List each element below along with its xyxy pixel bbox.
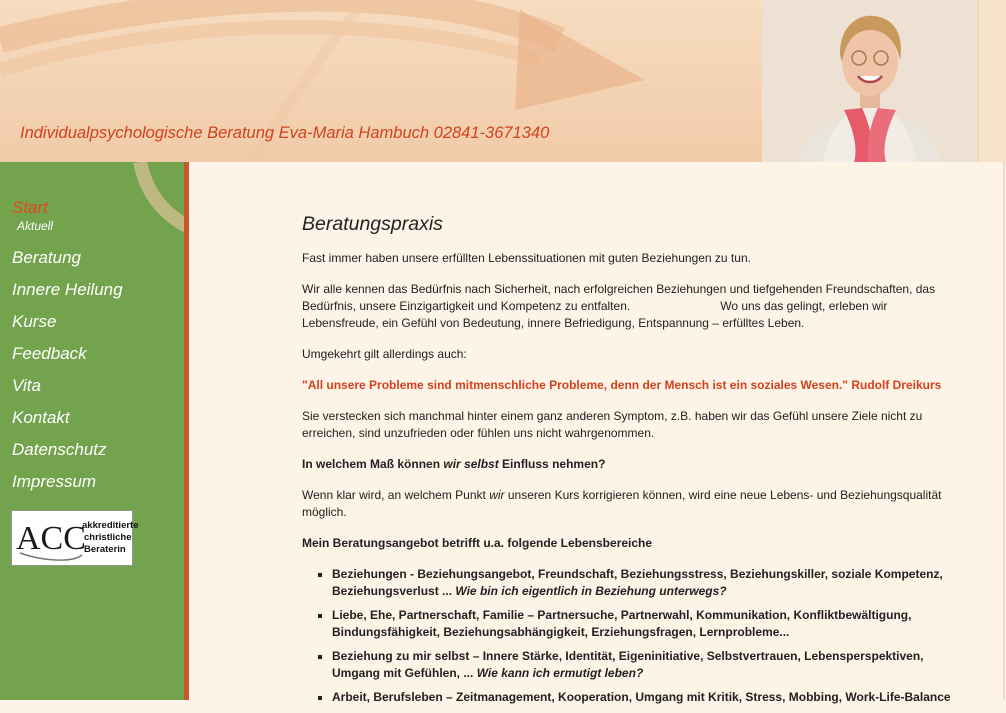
badge-line-3: Beraterin <box>84 544 126 555</box>
offer-list <box>302 566 952 706</box>
needs-text-2: Wo uns das gelingt, erleben wir Lebensfreude, ein Gefühl von Bedeutung, innere Befriedigung, Entspannung – erfülltes Leben. <box>302 299 888 330</box>
nav-item-datenschutz[interactable]: Datenschutz <box>12 440 107 459</box>
conversely-paragraph: Umgekehrt gilt allerdings auch: <box>302 347 467 361</box>
main-navigation <box>12 198 123 504</box>
nav-item-innere-heilung[interactable]: Innere Heilung <box>12 280 123 299</box>
needs-paragraph <box>302 281 952 332</box>
nav-item-impressum[interactable]: Impressum <box>12 472 97 491</box>
site-title: Individualpsychologische Beratung Eva-Maria Hambuch 02841-3671340 <box>20 124 550 142</box>
correction-paragraph: Wenn klar wird, an welchem Punkt wir unseren Kurs korrigieren können, wird eine neue Lebens- und Beziehungsqualität möglich. <box>302 488 942 519</box>
header-edge <box>978 0 1006 162</box>
list-item: ▪ Beziehungen - Beziehungsangebot, Freundschaft, Beziehungsstress, Beziehungskiller, soziale Kompetenz, Beziehungsverlust ... Wie bin ich eigentlich in Beziehung unterwegs? <box>332 566 952 600</box>
portrait-photo <box>762 0 978 162</box>
nav-item-feedback[interactable]: Feedback <box>12 344 87 363</box>
nav-item-aktuell[interactable]: Aktuell <box>17 219 54 233</box>
needs-text-1: Wir alle kennen das Bedürfnis nach Sicherheit, nach erfolgreichen Beziehungen und tiefgehenden Freundschaften, das Bedürfnis, unsere Einzigartigkeit und Kompetenz zu entfalten. <box>302 282 936 313</box>
list-item: ▪ Arbeit, Berufsleben – Zeitmanagement, Kooperation, Umgang mit Kritik, Stress, Mobbing, Work-Life-Balance <box>332 689 952 706</box>
badge-line-2: christliche <box>84 532 132 543</box>
acc-accreditation-badge[interactable] <box>11 510 139 566</box>
badge-line-1: akkreditierte <box>82 520 139 531</box>
page-edge <box>1003 162 1005 700</box>
symptom-paragraph: Sie verstecken sich manchmal hinter einem ganz anderen Symptom, z.B. haben wir das Gefühl unsere Ziele nicht zu erreichen, sind unzufrieden oder fühlen uns nicht wahrgenommen. <box>302 409 923 440</box>
list-item: ▪ Liebe, Ehe, Partnerschaft, Familie – Partnersuche, Partnerwahl, Kommunikation, Konfliktbewältigung, Bindungsfähigkeit, Beziehungsabhängigkeit, Erziehungsfragen, Lernprobleme... <box>332 607 952 641</box>
intro-paragraph: Fast immer haben unsere erfüllten Lebenssituationen mit guten Beziehungen zu tun. <box>302 251 751 265</box>
page-title: Beratungspraxis <box>302 213 443 235</box>
dreikurs-quote: "All unsere Probleme sind mitmenschliche Probleme, denn der Mensch ist ein soziales Wesen." Rudolf Dreikurs <box>302 378 942 392</box>
main-content <box>302 212 952 713</box>
nav-item-kontakt[interactable]: Kontakt <box>12 408 70 427</box>
influence-question: In welchem Maß können wir selbst Einfluss nehmen? <box>302 457 606 471</box>
nav-item-kurse[interactable]: Kurse <box>12 312 57 331</box>
nav-item-start[interactable]: Start <box>12 198 48 217</box>
nav-item-beratung[interactable]: Beratung <box>12 248 81 267</box>
offer-heading: Mein Beratungsangebot betrifft u.a. folgende Lebensbereiche <box>302 536 653 550</box>
acc-logo-text: ACC <box>16 520 86 557</box>
list-item: ▪ Beziehung zu mir selbst – Innere Stärke, Identität, Eigeninitiative, Selbstvertrauen, Lebensperspektiven, Umgang mit Gefühlen, ... Wie kann ich ermutigt leben? <box>332 648 952 682</box>
nav-item-vita[interactable]: Vita <box>12 376 41 395</box>
